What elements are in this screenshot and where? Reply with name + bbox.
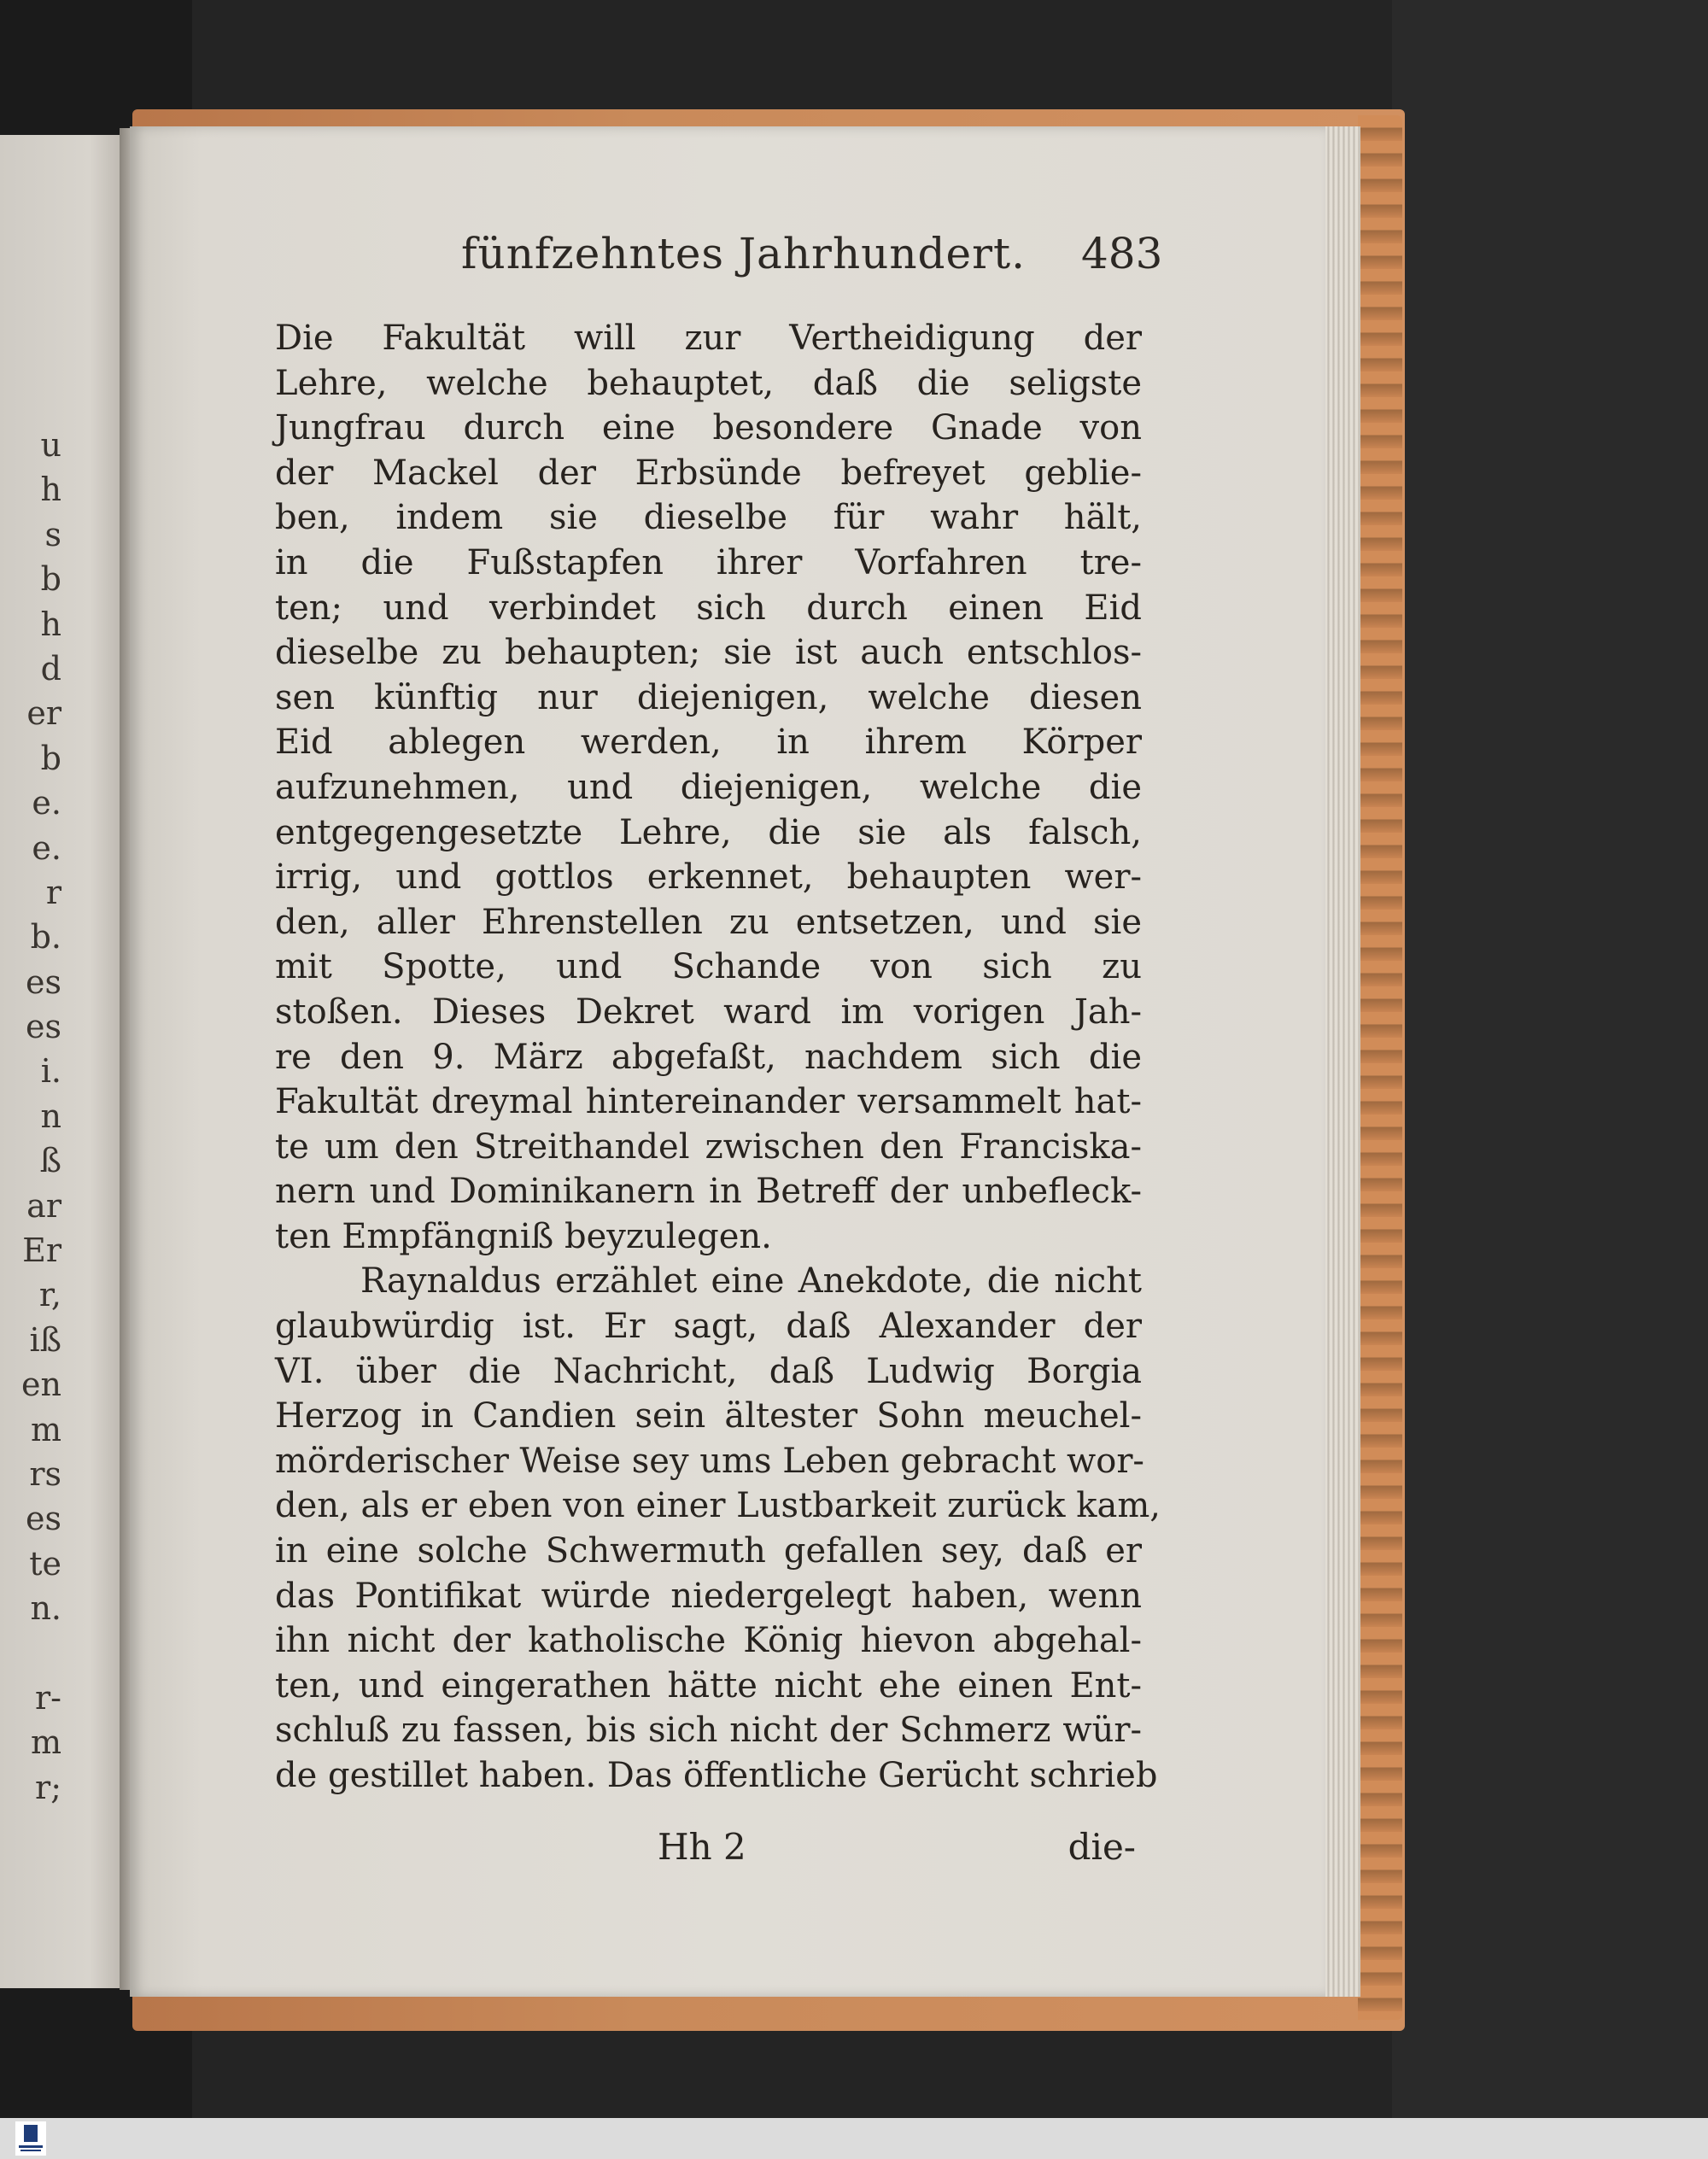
- text-line: irrig, und gottlos erkennet, behaupten wer-: [275, 857, 1142, 898]
- left-page-fragment: h: [40, 605, 61, 643]
- text-line: ben, indem sie dieselbe für wahr hält,: [275, 498, 1142, 538]
- page-edges: [1319, 126, 1360, 1997]
- running-title: fünfzehntes Jahrhundert.: [461, 229, 1027, 278]
- left-page-fragment: m: [30, 1410, 61, 1448]
- text-line: Herzog in Candien sein ältester Sohn meuchel-: [275, 1396, 1142, 1436]
- left-page-fragment: es: [26, 962, 61, 1001]
- page-number: 483: [1081, 229, 1163, 278]
- text-line: Jungfrau durch eine besondere Gnade von: [275, 408, 1142, 448]
- text-line: Eid ablegen werden, in ihrem Körper: [275, 723, 1142, 763]
- text-line: ihn nicht der katholische König hievon abgehal-: [275, 1621, 1142, 1661]
- text-line: ten, und eingerathen hätte nicht ehe einen Ent-: [275, 1665, 1142, 1706]
- left-page-fragment: i.: [40, 1052, 61, 1091]
- text-line: mit Spotte, und Schande von sich zu: [275, 947, 1142, 987]
- left-page-fragment: rs: [29, 1454, 61, 1493]
- left-page-fragment: b: [40, 560, 61, 599]
- text-line: dieselbe zu behaupten; sie ist auch entschlos-: [275, 633, 1142, 673]
- left-page-fragment: es: [26, 1500, 61, 1538]
- text-line: Die Fakultät will zur Vertheidigung der: [275, 319, 1142, 358]
- left-page-fragment: er: [26, 694, 61, 733]
- left-page-fragment: es: [26, 1008, 61, 1046]
- text-line: mörderischer Weise sey ums Leben gebracht wor-: [275, 1441, 1144, 1481]
- text-line: das Pontifikat würde niedergelegt haben, wenn: [275, 1576, 1142, 1616]
- text-line: ten; und verbindet sich durch einen Eid: [275, 588, 1142, 628]
- left-page-fragment: r;: [35, 1768, 61, 1806]
- left-page-fragment: b.: [30, 918, 61, 957]
- catchword: die-: [1068, 1826, 1136, 1868]
- left-page-fragment: n.: [30, 1589, 61, 1628]
- left-page-fragment: r: [45, 873, 61, 911]
- running-head: [461, 229, 1163, 289]
- left-page-fragment: iß: [29, 1320, 61, 1359]
- text-line: de gestillet haben. Das öffentliche Gerücht schrieb: [275, 1756, 1158, 1795]
- text-line: Raynaldus erzählet eine Anekdote, die nicht: [360, 1261, 1142, 1302]
- left-page-fragment: d: [40, 649, 61, 687]
- left-page-fragment: u: [40, 426, 61, 464]
- text-line: stoßen. Dieses Dekret ward im vorigen Jah-: [275, 992, 1142, 1032]
- text-line: den, als er eben von einer Lustbarkeit zurück kam,: [275, 1486, 1161, 1526]
- book-cover-edge: [1358, 115, 1402, 2020]
- left-page-fragment: b: [40, 739, 61, 777]
- left-page-fragment: s: [44, 515, 61, 553]
- left-page-fragment: r-: [34, 1678, 61, 1717]
- text-line: Fakultät dreymal hintereinander versammelt hat-: [275, 1082, 1142, 1122]
- text-line: aufzunehmen, und diejenigen, welche die: [275, 767, 1142, 807]
- left-page-fragment: e.: [32, 828, 61, 867]
- left-page-fragment: te: [29, 1544, 61, 1583]
- left-page-fragment: r,: [38, 1276, 61, 1314]
- left-page-text-fragments: [0, 423, 61, 1810]
- text-line: VI. über die Nachricht, daß Ludwig Borgia: [275, 1351, 1142, 1391]
- left-page-fragment: m: [30, 1723, 61, 1762]
- left-page-fragment: en: [21, 1366, 61, 1404]
- signature-mark: Hh 2: [658, 1826, 746, 1868]
- text-line: in eine solche Schwermuth gefallen sey, daß er: [275, 1531, 1142, 1571]
- left-page-fragment: h: [40, 471, 61, 509]
- body-text: [275, 316, 1161, 1799]
- library-logo-icon: [15, 2121, 46, 2156]
- text-line: der Mackel der Erbsünde befreyet geblie-: [275, 453, 1142, 493]
- left-page-fragment: [0, 1631, 61, 1676]
- left-page-fragment: n: [40, 1097, 61, 1135]
- left-page-fragment: ß: [39, 1142, 61, 1180]
- text-line: glaubwürdig ist. Er sagt, daß Alexander der: [275, 1307, 1142, 1347]
- page-footer: [658, 1826, 1136, 1877]
- viewer-bottom-strip: [0, 2118, 1708, 2159]
- text-line: nern und Dominikanern in Betreff der unbefleck-: [275, 1172, 1142, 1212]
- text-line: in die Fußstapfen ihrer Vorfahren tre-: [275, 542, 1142, 582]
- text-line: te um den Streithandel zwischen den Franciska-: [275, 1126, 1142, 1167]
- text-line: Lehre, welche behauptet, daß die seligste: [275, 363, 1142, 403]
- text-line: entgegengesetzte Lehre, die sie als falsch,: [275, 812, 1142, 852]
- text-line: schluß zu fassen, bis sich nicht der Schmerz wür-: [275, 1711, 1142, 1751]
- left-page-fragment: e.: [32, 784, 61, 822]
- left-page-fragment: Er: [22, 1232, 61, 1270]
- left-page-fragment: ar: [26, 1186, 61, 1225]
- dark-backdrop-right: [1392, 0, 1708, 2118]
- text-line: ten Empfängniß beyzulegen.: [275, 1216, 772, 1256]
- text-line: re den 9. März abgefaßt, nachdem sich die: [275, 1037, 1142, 1077]
- text-line: den, aller Ehrenstellen zu entsetzen, und sie: [275, 902, 1142, 942]
- text-line: sen künftig nur diejenigen, welche diesen: [275, 677, 1142, 717]
